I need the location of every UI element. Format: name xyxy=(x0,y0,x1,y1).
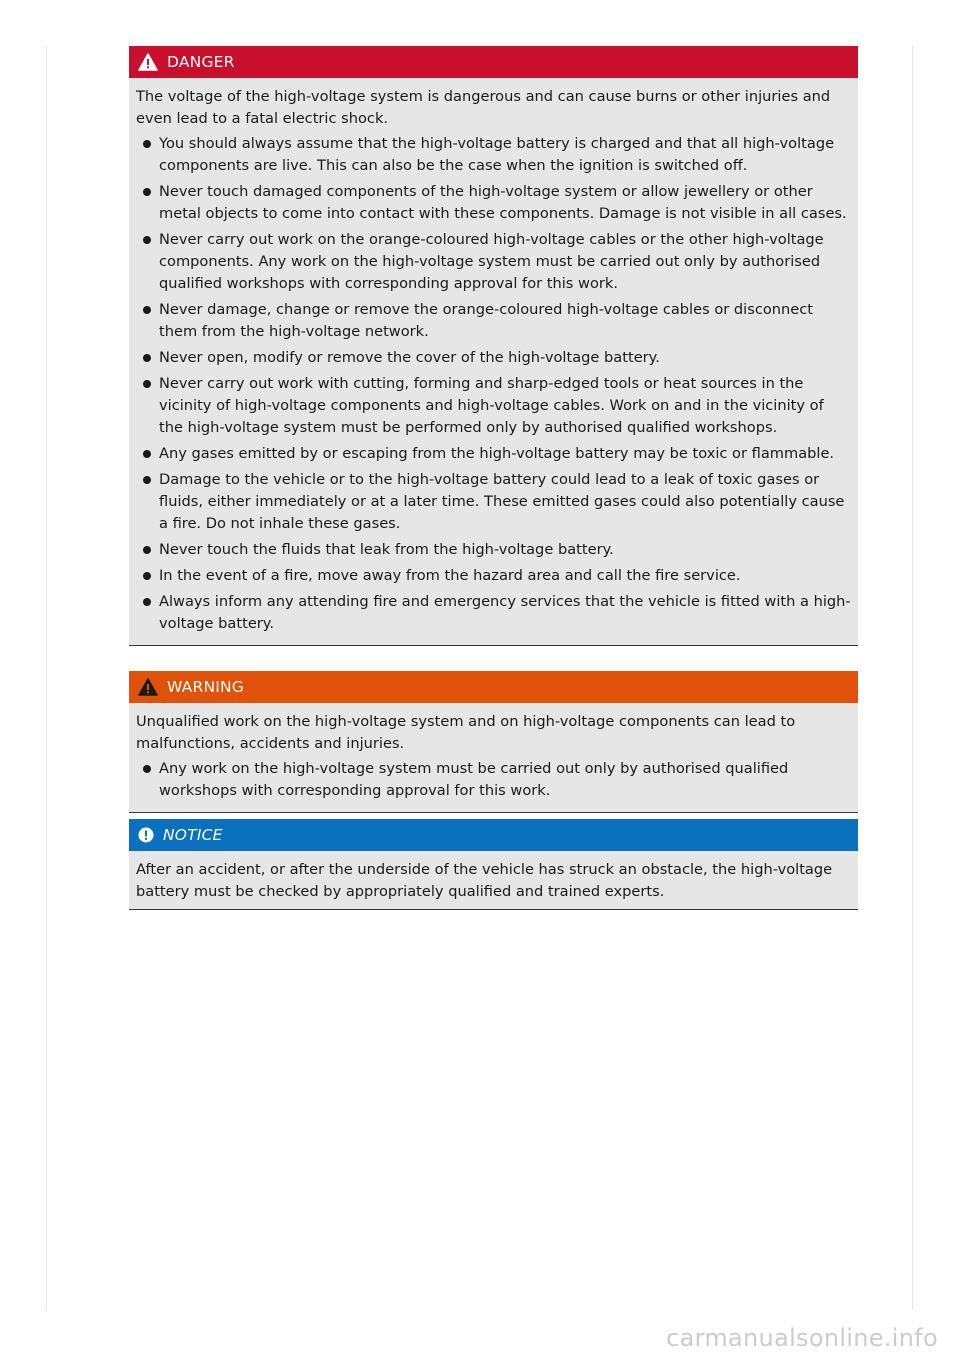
bullet-icon xyxy=(143,188,151,196)
bullet-icon xyxy=(143,450,151,458)
watermark: carmanualsonline.info xyxy=(666,1324,938,1352)
bullet-icon xyxy=(143,380,151,388)
list-item: Never touch damaged components of the high-voltage system or allow jewellery or other metal objects to come into contact with these components. Damage is not visible in all cases. xyxy=(136,181,851,225)
bullet-icon xyxy=(143,354,151,362)
list-item: Any work on the high-voltage system must be carried out only by authorised qualified workshops with corresponding approval for this work. xyxy=(136,758,851,802)
danger-header xyxy=(129,46,858,78)
warning-triangle-icon xyxy=(138,678,158,696)
list-item: You should always assume that the high-voltage battery is charged and that all high-voltage components are live. This can also be the case when the ignition is switched off. xyxy=(136,133,851,177)
warning-list xyxy=(136,758,851,802)
notice-label: NOTICE xyxy=(163,826,223,844)
danger-intro: The voltage of the high-voltage system is dangerous and can cause burns or other injuries and even lead to a fatal electric shock. xyxy=(136,88,831,127)
notice-body xyxy=(129,851,858,909)
warning-box xyxy=(129,671,858,813)
list-item: Damage to the vehicle or to the high-voltage battery could lead to a leak of toxic gases or fluids, either immediately or at a later time. These emitted gases could also potentially cause a fire. Do not inhale these gases. xyxy=(136,469,851,535)
warning-body xyxy=(129,703,858,812)
left-margin-line xyxy=(46,46,47,1310)
danger-body xyxy=(129,78,858,645)
list-item: Never carry out work with cutting, forming and sharp-edged tools or heat sources in the vicinity of high-voltage components and high-voltage cables. Work on and in the vicinity of the high-voltage system must be performed only by authorised qualified workshops. xyxy=(136,373,851,439)
bullet-icon xyxy=(143,765,151,773)
notice-box xyxy=(129,819,858,910)
warning-header xyxy=(129,671,858,703)
notice-header xyxy=(129,819,858,851)
list-item: Never damage, change or remove the orange-coloured high-voltage cables or disconnect them from the high-voltage network. xyxy=(136,299,851,343)
warning-triangle-icon xyxy=(138,53,158,71)
bullet-icon xyxy=(143,306,151,314)
bullet-icon xyxy=(143,236,151,244)
list-item: Never open, modify or remove the cover of the high-voltage battery. xyxy=(136,347,851,369)
danger-label: DANGER xyxy=(167,53,235,71)
list-item: Never carry out work on the orange-coloured high-voltage cables or the other high-voltage components. Any work on the high-voltage system must be carried out only by authorised qualified workshops with corresponding approval for this work. xyxy=(136,229,851,295)
exclamation-circle-icon xyxy=(138,827,154,843)
list-item: Never touch the fluids that leak from the high-voltage battery. xyxy=(136,539,851,561)
bullet-icon xyxy=(143,572,151,580)
danger-list xyxy=(136,133,851,635)
bullet-icon xyxy=(143,598,151,606)
warning-intro: Unqualified work on the high-voltage system and on high-voltage components can lead to malfunctions, accidents and injuries. xyxy=(136,713,796,752)
list-item: In the event of a fire, move away from the hazard area and call the fire service. xyxy=(136,565,851,587)
warning-label: WARNING xyxy=(167,678,245,696)
bullet-icon xyxy=(143,476,151,484)
right-margin-line xyxy=(912,46,913,1310)
list-item: Any gases emitted by or escaping from the high-voltage battery may be toxic or flammable. xyxy=(136,443,851,465)
notice-text: After an accident, or after the underside of the vehicle has struck an obstacle, the high-voltage battery must be checked by appropriately qualified and trained experts. xyxy=(136,861,833,900)
bullet-icon xyxy=(143,140,151,148)
danger-box xyxy=(129,46,858,646)
bullet-icon xyxy=(143,546,151,554)
list-item: Always inform any attending fire and emergency services that the vehicle is fitted with a high-voltage battery. xyxy=(136,591,851,635)
